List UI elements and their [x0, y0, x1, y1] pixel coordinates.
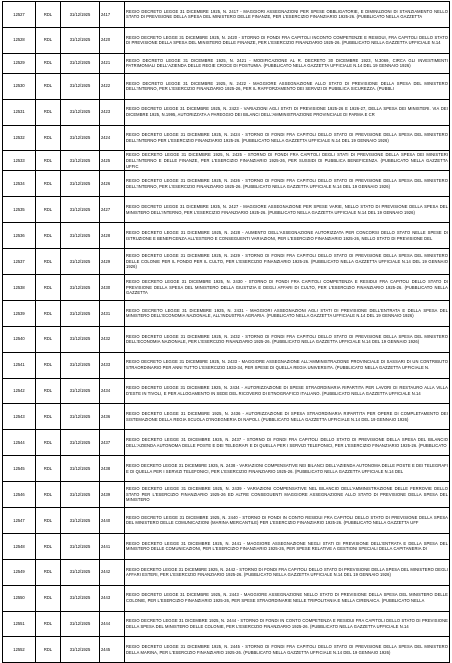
record-id: 12534 — [3, 171, 36, 197]
record-id: 12537 — [3, 249, 36, 275]
record-id: 12531 — [3, 99, 36, 125]
act-date: 31/12/1925 — [61, 197, 100, 223]
act-date: 31/12/1925 — [61, 611, 100, 637]
table-row — [3, 99, 450, 125]
table-row — [3, 171, 450, 197]
act-description: REGIO DECRETO LEGGE 31 DICEMBRE 1925, N. 2430 - STORNO DI FONDI FRA CAPITOLI COMPETENZA E RESIDUI FRA CAPITOLI DELLO STATO DI PREVISIONE DELLA SPESA DEL MINISTERO DELLA GIUSTIZIA E DEGLI AFFARI DI CULTO, PER L'ESERCIZIO FINANZIARIO 1925-26. (PUBBLICATO NELLA GAZZETTA — [125, 275, 450, 301]
act-date: 31/12/1925 — [61, 300, 100, 326]
act-date: 31/12/1925 — [61, 99, 100, 125]
act-date: 31/12/1925 — [61, 533, 100, 559]
act-description: REGIO DECRETO LEGGE 31 DICEMBRE 1925, N. 2440 - STORNO DI FONDI IN CONTO RESIDUI FRA CAPITOLI DELLO STATO DI PREVISIONE DELLA SPESA DEL MINISTERO DELLE COMUNICAZIONI (MARINA MERCANTILE) PER L'ESERCIZIO FINANZIARIO 1925-26. (PUBBLICATO NELLA GAZZETTA UFF — [125, 508, 450, 534]
act-description: REGIO DECRETO LEGGE 31 DICEMBRE 1925, N. 2420 - STORNO DI FONDI FRA CAPITOLI INCONTO COMPETENZE E RESIDUI, FRA CAPITOLI DELLO STATO DI PREVISIONE DELLA SPESA DEL MINISTERO DELLE FINANZE, PER L'ESERCIZIO FINANZIARIO 1925-26. (PUBBLICATO NELLA GAZZETTA UFFICIALE N.14 — [125, 27, 450, 53]
act-number: 2421 — [100, 53, 125, 73]
act-number: 2437 — [100, 430, 125, 456]
record-id: 12552 — [3, 637, 36, 663]
act-type: RDL — [36, 99, 61, 125]
act-description: REGIO DECRETO LEGGE 31 DICEMBRE 1925, N. 2439 - VARIAZIONI COMPENSATIVE NEL BILANCIO DELL'AMMINISTRAZIONE DELLE FERROVIE DELLO STATO PER L'ESERCIZIO FINANZIARIO 1925-26 ED ALTRE CONSEGUENTI MAGGIORE ASSEGNAZIONE ALLO STATO DI PREVISIONE DELLA SPESA DEL MINISTERO — [125, 482, 450, 508]
table-row — [3, 430, 450, 456]
act-description: REGIO DECRETO LEGGE 31 DICEMBRE 1925, N. 2417 - MAGGIORI ASSEGNAZIONI PER SPESE OBBLIGATORIE, E DIMINUZIONI DI STANZIAMENTO NELLO STATO DI PREVISIONE DELLA SPESA DEL MINISTERO DELLE FINANZE, PER L'ESERCIZIO FINANZIARIO 1925-26. (PUBBLICATO NELLA GAZZETTA — [125, 2, 450, 28]
act-date: 31/12/1925 — [61, 151, 100, 171]
act-date: 31/12/1925 — [61, 53, 100, 73]
record-id: 12547 — [3, 508, 36, 534]
act-type: RDL — [36, 637, 61, 663]
act-number: 2425 — [100, 151, 125, 171]
act-number: 2440 — [100, 508, 125, 534]
act-type: RDL — [36, 171, 61, 197]
act-number: 2436 — [100, 404, 125, 430]
act-date: 31/12/1925 — [61, 171, 100, 197]
record-id: 12540 — [3, 326, 36, 352]
act-description: REGIO DECRETO LEGGE 31 DICEMBRE 1925, N. 2425 - STORNO DI FONDI FRA CAPITOLI DEGLI STATI DI PREVISIONE DELLA SPESA DEI MINISTERI DELL'INTERNO E DELLE FINANZE, PER L'ESERCIZIO FINANZIARIO 1925-26, PER SUSSIDI DI PUBBLICA BENEFICENZA. (PUBBLICATO NELLA GAZZETTA UFFIC — [125, 151, 450, 171]
record-id: 12532 — [3, 125, 36, 151]
act-number: 2422 — [100, 73, 125, 99]
table-row — [3, 482, 450, 508]
act-date: 31/12/1925 — [61, 404, 100, 430]
act-date: 31/12/1925 — [61, 326, 100, 352]
record-id: 12545 — [3, 456, 36, 482]
act-date: 31/12/1925 — [61, 27, 100, 53]
act-description: REGIO DECRETO LEGGE 31 DICEMBRE 1925, N. 2423 - VARIAZIONI AGLI STATI DI PREVISIONE 1925-26 E 1926-27, DELLA SPESA DEI MINISTERI. VIA DEI DICEMBRE 1925, N.1995, AUTORIZZATA A PAREGGIO DEI BILANCI DELL'AMMINISTRAZIONE PROVINCIALE DI PARMA E CR — [125, 99, 450, 125]
act-number: 2442 — [100, 559, 125, 585]
act-type: RDL — [36, 2, 61, 28]
act-description: REGIO DECRETO LEGGE 31 DICEMBRE 1925, N. 2426 - STORNO DI FONDI FRA CAPITOLI DELLO STATO DI PREVISIONE DELLA SPESA DEL MINISTERO DELL'INTERNO, PER L'ESERCIZIO FINANZIARIO 1925-26. (PUBBLICATO NELLA GAZZETTA UFFICIALE N.14 DEL 19 GENNAIO 1926) — [125, 171, 450, 197]
record-id: 12542 — [3, 378, 36, 404]
table-row — [3, 125, 450, 151]
record-id: 12541 — [3, 352, 36, 378]
act-date: 31/12/1925 — [61, 637, 100, 663]
decree-rows — [3, 2, 450, 663]
table-row — [3, 456, 450, 482]
act-type: RDL — [36, 223, 61, 249]
decree-register-table — [2, 1, 450, 663]
act-description: REGIO DECRETO LEGGE 31 DICEMBRE 1925, N. 2421 - MODIFICAZIONE AL R. DECRETO 30 DICEMBRE 1923, N.3069, CIRCA GLI INVESTIMENTI PATRIMONIALI DELL'AZIENDA DELLE REGIE CROCE DI POSTUMIA. (PUBBLICATO NELLA GAZZETTA UFFICIALE N.14 DEL 19 GENNAIO 1926) — [125, 53, 450, 73]
act-type: RDL — [36, 378, 61, 404]
record-id: 12546 — [3, 482, 36, 508]
act-description: REGIO DECRETO LEGGE 31 DICEMBRE 1925, N. 2436 - AUTORIZZAZIONE DI SPESA STRAORDINARIA RIPARTITA PER OPERE DI COMPLETAMENTO DEI SISTEMAZIONE DELLA REGIA SCUOLA D'INGEGNERIA DI NAPOLI. (PUBBLICATO NELLA GAZZETTA UFFICIALE N.14 DEL 19 GENNAIO 1926) — [125, 404, 450, 430]
table-row — [3, 223, 450, 249]
table-row — [3, 275, 450, 301]
act-number: 2445 — [100, 637, 125, 663]
act-number: 2429 — [100, 249, 125, 275]
act-type: RDL — [36, 326, 61, 352]
record-id: 12548 — [3, 533, 36, 559]
table-row — [3, 249, 450, 275]
act-type: RDL — [36, 585, 61, 611]
act-number: 2443 — [100, 585, 125, 611]
act-number: 2430 — [100, 275, 125, 301]
act-type: RDL — [36, 125, 61, 151]
record-id: 12539 — [3, 300, 36, 326]
table-row — [3, 533, 450, 559]
act-number: 2426 — [100, 171, 125, 197]
act-date: 31/12/1925 — [61, 2, 100, 28]
act-number: 2423 — [100, 99, 125, 125]
act-type: RDL — [36, 151, 61, 171]
act-type: RDL — [36, 352, 61, 378]
act-date: 31/12/1925 — [61, 559, 100, 585]
act-type: RDL — [36, 275, 61, 301]
act-date: 31/12/1925 — [61, 125, 100, 151]
table-row — [3, 508, 450, 534]
record-id: 12536 — [3, 223, 36, 249]
act-description: REGIO DECRETO LEGGE 31 DICEMBRE 1925, N. 2441 - MAGGIORE ASSEGNAZIONE NEGLI STATI DI PREVISIONE DELL'ENTRATA E DELLA SPESA DEL MINISTERO DELLE COMUNICAZIONI, PER L'ESERCIZIO FINANZIARIO 1925-26, PER SPESE RELATIVE A GESTIONI SPECIALI DELLA CAPITANERIA DI — [125, 533, 450, 559]
act-type: RDL — [36, 482, 61, 508]
act-description: REGIO DECRETO LEGGE 31 DICEMBRE 1925, N. 2445 - STORNO DI FONDI FRA CAPITOLI DELLO STATO DI PREVISIONE DELLA SPESA DEL MINISTERO DELLA MARINA, PER L'ESERCIZIO FINANZIARIO 1925-26. (PUBBLICATO NELLA GAZZETTA UFFICIALE N.14 DEL 19 GENNAIO 1926) — [125, 637, 450, 663]
record-id: 12528 — [3, 27, 36, 53]
act-date: 31/12/1925 — [61, 73, 100, 99]
record-id: 12527 — [3, 2, 36, 28]
table-row — [3, 378, 450, 404]
act-description: REGIO DECRETO LEGGE 31 DICEMBRE 1925, N. 2444 - STORNO DI FONDI IN CONTO COMPETENZA E RESIDUI FRA CAPITOLI DELLO STATO DI PREVISIONE DELLA SPESA DEL MINISTERO DELLE COLONIE, PER L'ESERCIZIO FINANZIARIO 1925-26. (PUBBLICATO NELLA GAZZETTA UFFICIALE N.14 — [125, 611, 450, 637]
record-id: 12538 — [3, 275, 36, 301]
table-row — [3, 27, 450, 53]
act-number: 2441 — [100, 533, 125, 559]
act-description: REGIO DECRETO LEGGE 31 DICEMBRE 1925, N. 2422 - MAGGIORE ASSEGNAZIONE ALLO STATO DI PREVISIONE DELLA SPESA DEL MINISTERO DELL'INTERNO, PER L'ESERCIZIO FINANZIARIO 1925-26, PER IL RAFFORZAMENTO DEI SERVIZI DI PUBBLICA SICUREZZA. (PUBBLI — [125, 73, 450, 99]
table-row — [3, 352, 450, 378]
act-description: REGIO DECRETO LEGGE 31 DICEMBRE 1925, N. 2433 - MAGGIORE ASSEGNAZIONE ALL'AMMINISTRAZIONE PROVINCIALE DI SASSARI DI UN CONTRIBUTO STRAORDINARIO PER ANNI TUTTO L'ESERCIZIO 1933-34, PER SPESE DI QUELLA REGIA UNIVERSITA. (PUBBLICATO NELLA GAZZETTA UFFICIALE N. — [125, 352, 450, 378]
act-date: 31/12/1925 — [61, 508, 100, 534]
act-number: 2434 — [100, 378, 125, 404]
act-type: RDL — [36, 559, 61, 585]
record-id: 12550 — [3, 585, 36, 611]
act-date: 31/12/1925 — [61, 456, 100, 482]
table-row — [3, 73, 450, 99]
act-number: 2420 — [100, 27, 125, 53]
act-description: REGIO DECRETO LEGGE 31 DICEMBRE 1925, N. 2431 - MAGGIORI ASSEGNAZIONI AGLI STATI DI PREVISIONE DELL'ENTRATA E DELLA SPESA DEL MINISTERO DELL'ECONOMIA NAZIONALE, ALL'INDUSTRIA AGRARIA. (PUBBLICATO NELLA GAZZETTA UFFICIALE N.14 DEL 19 GENNAIO 1926) — [125, 300, 450, 326]
act-type: RDL — [36, 197, 61, 223]
record-id: 12551 — [3, 611, 36, 637]
act-type: RDL — [36, 456, 61, 482]
act-type: RDL — [36, 430, 61, 456]
act-type: RDL — [36, 249, 61, 275]
act-description: REGIO DECRETO LEGGE 31 DICEMBRE 1925, N. 2434 - AUTORIZZAZIONE DI SPESE STRAORDINARIA RIPARTITA PER LAVORI DI RESTAURO ALLA VILLA D'ESTE IN TIVOLI, E PER ALLOGAMENTO IN SEDE DEL RICOVERO DI ETNOGRAFICO ITALIANO. (PUBBLICATO NELLA GAZZETTA UFFICIALE N.14 — [125, 378, 450, 404]
act-number: 2432 — [100, 326, 125, 352]
table-row — [3, 637, 450, 663]
act-date: 31/12/1925 — [61, 249, 100, 275]
act-number: 2417 — [100, 2, 125, 28]
table-row — [3, 585, 450, 611]
act-type: RDL — [36, 533, 61, 559]
record-id: 12544 — [3, 430, 36, 456]
record-id: 12529 — [3, 53, 36, 73]
table-row — [3, 197, 450, 223]
act-description: REGIO DECRETO LEGGE 31 DICEMBRE 1925, N. 2443 - MAGGIORE ASSEGNAZIONE NELLO STATO DI PREVISIONE DELLA SPESA DEL MINISTERO DELLE COLONIE, PER L'ESERCIZIO FINANZIARIO 1925-26, PER SPESE STRAORDINARIE NELLE TRIPOLITANIA E NELLA CIRENAICA. (PUBBLICATO NELLA — [125, 585, 450, 611]
table-row — [3, 2, 450, 28]
act-description: REGIO DECRETO LEGGE 31 DICEMBRE 1925, N. 2429 - STORNO DI FONDI FRA CAPITOLI DELLO STATO DI PREVISIONE DELLA SPESA DEL MINISTERO DELLE COLONIE PER IL FONDO PER IL CULTO, PER L'ESERCIZIO FINANZIARIO 1925-26. (PUBBLICATO NELLA GAZZETTA UFFICIALE N.14 DEL 19 GENNAIO 1926) — [125, 249, 450, 275]
act-description: REGIO DECRETO LEGGE 31 DICEMBRE 1925, N. 2437 - STORNO DI FONDI FRA CAPITOLI DELLO STATO DI PREVISIONE DELLA SPESA DEL BILANCIO DELL'AZIENDA AUTONOMA DELLE POSTE E DEI TELEGRAFI E DI QUELLA PER I SERVIZI TELEFONICI, PER L'ESERCIZIO FINANZIARIO 1925-26. (PUBBLICATO — [125, 430, 450, 456]
record-id: 12543 — [3, 404, 36, 430]
record-id: 12530 — [3, 73, 36, 99]
act-description: REGIO DECRETO LEGGE 31 DICEMBRE 1925, N. 2432 - STORNO DI FONDI FRA CAPITOLI DELLO STATO DI PREVISIONE DELLA SPESA DEL MINISTERO DELL'ECONOMIA NAZIONALE, PER L'ESERCIZIO FINANZIARIO 1925-26. (PUBBLICATO NELLA GAZZETTA UFFICIALE N.14 DEL 19 GENNAIO 1926) — [125, 326, 450, 352]
record-id: 12535 — [3, 197, 36, 223]
act-type: RDL — [36, 53, 61, 73]
act-date: 31/12/1925 — [61, 430, 100, 456]
act-type: RDL — [36, 27, 61, 53]
act-type: RDL — [36, 508, 61, 534]
act-number: 2438 — [100, 456, 125, 482]
table-row — [3, 404, 450, 430]
record-id: 12533 — [3, 151, 36, 171]
act-type: RDL — [36, 73, 61, 99]
act-date: 31/12/1925 — [61, 482, 100, 508]
act-number: 2433 — [100, 352, 125, 378]
table-row — [3, 326, 450, 352]
act-number: 2424 — [100, 125, 125, 151]
act-type: RDL — [36, 404, 61, 430]
act-description: REGIO DECRETO LEGGE 31 DICEMBRE 1925, N. 2428 - AUMENTO DELL'ASSEGNAZIONE AUTORIZZATA PER CONCORSI DELLO STATO NELLE SPESE DI ISTRUZIONE E BENEFICENZA ALL'ESTERO E CONSEGUENTI VARIAZIONI, PER L'ESERCIZIO FINANZIARIO 1925-26, NELLO STATO DI PREVISIONE DEL — [125, 223, 450, 249]
record-id: 12549 — [3, 559, 36, 585]
table-row — [3, 559, 450, 585]
act-date: 31/12/1925 — [61, 352, 100, 378]
table-row — [3, 300, 450, 326]
act-date: 31/12/1925 — [61, 585, 100, 611]
act-number: 2439 — [100, 482, 125, 508]
act-number: 2431 — [100, 300, 125, 326]
act-type: RDL — [36, 611, 61, 637]
table-row — [3, 53, 450, 73]
table-row — [3, 151, 450, 171]
act-date: 31/12/1925 — [61, 378, 100, 404]
act-number: 2428 — [100, 223, 125, 249]
act-description: REGIO DECRETO LEGGE 31 DICEMBRE 1925, N. 2442 - STORNO DI FONDI FRA CAPITOLI DELLO STATO DI PREVISIONE DELLA SPESA DEL MINISTERO DEGLI AFFARI ESTERI, PER L'ESERCIZIO FINANZIARIO 1925-26. (PUBBLICATO NELLA GAZZETTA UFFICIALE N.14 DEL 19 GENNAIO 1926) — [125, 559, 450, 585]
act-date: 31/12/1925 — [61, 275, 100, 301]
act-number: 2427 — [100, 197, 125, 223]
act-number: 2444 — [100, 611, 125, 637]
act-description: REGIO DECRETO LEGGE 31 DICEMBRE 1925, N. 2424 - STORNO DI FONDI FRA CAPITOLI DELLO STATO DI PREVISIONE DELLA SPESA DEL MINISTERO DELL'INTERNO PER L'ESERCIZIO FINANZIARIO 1925-26. (PUBBLICATO NELLA GAZZETTA UFFICIALE N.14 DEL 19 GENNAIO 1926) — [125, 125, 450, 151]
act-date: 31/12/1925 — [61, 223, 100, 249]
act-description: REGIO DECRETO LEGGE 31 DICEMBRE 1925, N. 2427 - MAGGIORE ASSEGNAZIONE PER SPESE VARIE, NELLO STATO DI PREVISIONE DELLA SPESA DEL MINISTERO DELL'INTERNO, PER L'ESERCIZIO FINANZIARIO 1925-26. (PUBBLICATO NELLA GAZZETTA UFFICIALE N.14 DEL 19 GENNAIO 1926) — [125, 197, 450, 223]
act-type: RDL — [36, 300, 61, 326]
act-description: REGIO DECRETO LEGGE 31 DICEMBRE 1925, N. 2438 - VARIAZIONI COMPENSATIVE NEI BILANCI DELL'AZIENDA AUTONOMA DELLE POSTE E DEI TELEGRAFI E DI QUELLA PER I SERVIZI TELEFONICI, PER L'ESERCIZIO FINANZIARIO 1925-26. (PUBBLICATO NELLA GAZZETTA UFFICIALE N.14 DEL — [125, 456, 450, 482]
table-row — [3, 611, 450, 637]
